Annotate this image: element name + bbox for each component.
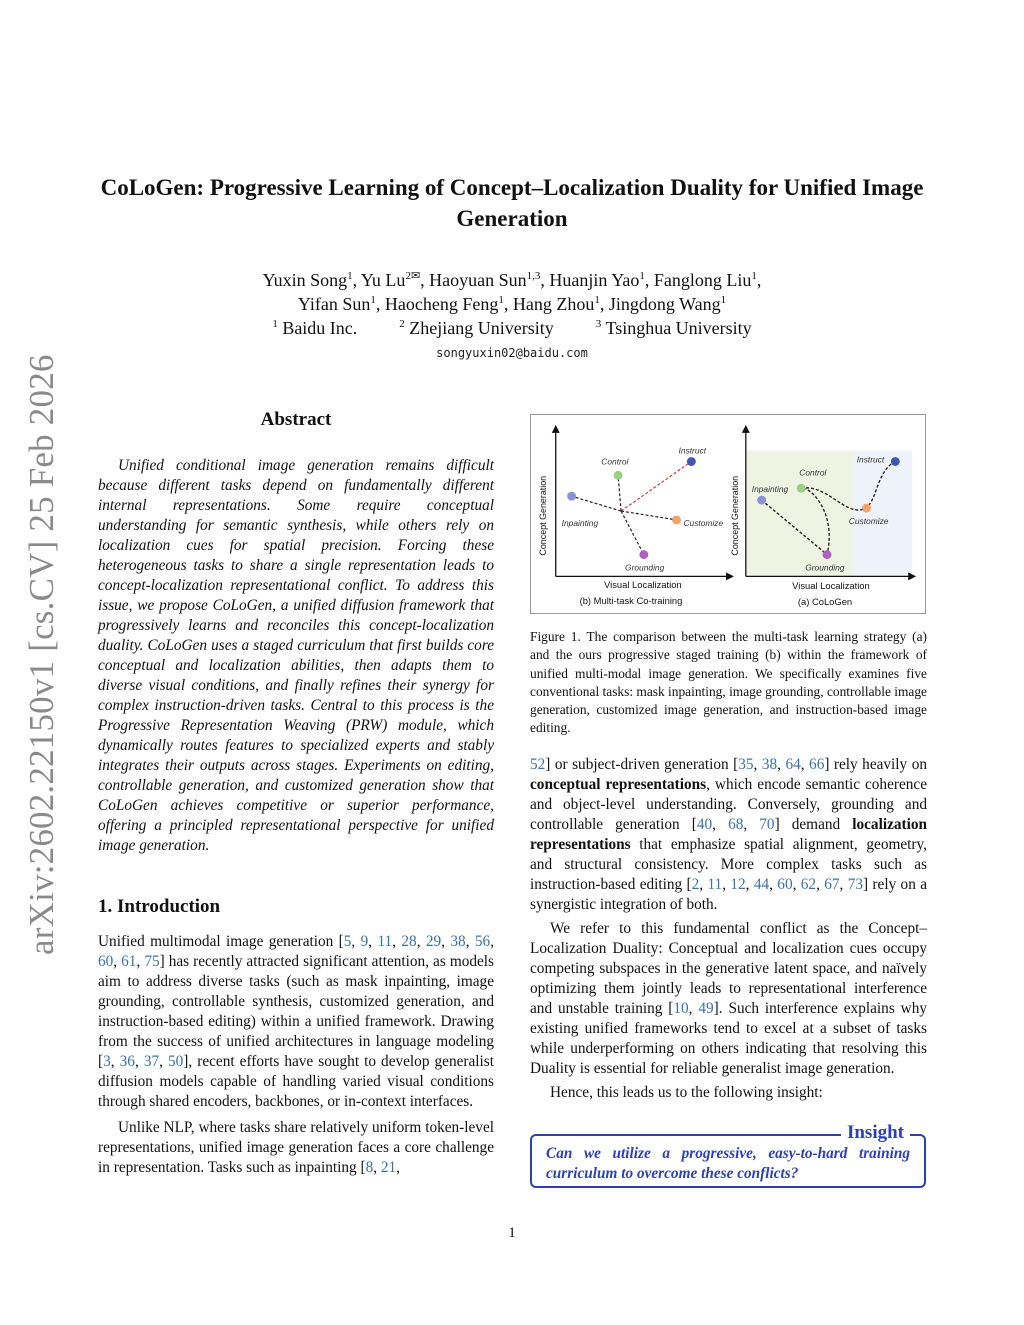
intro-heading: 1. Introduction <box>98 896 221 917</box>
citation-link[interactable]: 3 <box>103 1053 111 1070</box>
right-bg-stage-2 <box>853 451 912 577</box>
author-block <box>100 268 924 340</box>
insight-label: Insight <box>841 1122 910 1144</box>
citation-link[interactable]: 64 <box>785 756 801 773</box>
citation-link[interactable]: 36 <box>119 1053 135 1070</box>
left-label-inpainting: Inpainting <box>561 517 599 528</box>
right-point-grounding <box>823 550 832 559</box>
citation-link[interactable]: 35 <box>738 756 754 773</box>
citation-link[interactable]: 37 <box>143 1053 160 1070</box>
citation-link[interactable]: 60 <box>777 876 793 893</box>
right-label-inpainting: Inpainting <box>751 484 789 495</box>
right-x-label: Visual Localization <box>792 580 870 592</box>
citation-link[interactable]: 29 <box>425 933 442 950</box>
arxiv-side-label: arXiv:2602.22150v1 [cs.CV] 25 Feb 2026 <box>22 354 61 955</box>
author-email: songyuxin02@baidu.com <box>436 346 588 360</box>
left-label-instruct: Instruct <box>678 445 707 456</box>
citation-link[interactable]: 11 <box>707 876 723 893</box>
citation-link[interactable]: 2 <box>691 876 700 893</box>
citation-link[interactable]: 49 <box>698 1000 714 1017</box>
right-label-instruct: Instruct <box>856 454 885 465</box>
insight-question: Can we utilize a progressive, easy-to-hard training curriculum to overcome these conflicts? <box>546 1145 910 1182</box>
figure-1-diagram <box>531 415 925 613</box>
right-point-customize <box>862 504 871 513</box>
left-sub-label: (b) Multi-task Co-training <box>579 595 683 607</box>
citation-link[interactable]: 52 <box>530 756 546 773</box>
left-line-customize <box>621 511 676 520</box>
left-y-arrow <box>552 425 560 433</box>
intro-text: Unified multimodal image generation [5, 9, 11, 28, 29, 38, 56, 60, 61, 75] has recently attracted significant attention, as models aim to address diverse tasks (such as mask inpainting, image grounding, controllable synthesis, customized generation, and instruction-based editing) within a unified framework. Drawing from the success of unified architectures in language modeling [3, 36, 37, 50], recent efforts have sought to develop generalist diffusion models capable of handling varied visual conditions through shared encoders, backbones, or in-context interfaces. Unlike NLP, where tasks share relatively uniform token-level representations, unified image generation faces a core challenge in representation. Tasks such as inpainting [8, 21, <box>98 933 495 1176</box>
citation-link[interactable]: 40 <box>696 816 713 833</box>
paper-title: CoLoGen: Progressive Learning of Concept–Localization Duality for Unified Image Generation <box>100 175 924 231</box>
citation-link[interactable]: 5 <box>343 933 352 950</box>
citation-link[interactable]: 21 <box>380 1159 397 1176</box>
citation-link[interactable]: 67 <box>824 876 840 893</box>
citation-link[interactable]: 50 <box>167 1053 184 1070</box>
abstract-text: Unified conditional image generation remains difficult because different tasks depend on fundamentally different internal representations. Some require conceptual understanding for semantic synthesis, while others rely on localization cues for spatial precision. Forcing these heterogeneous tasks to share a single representation leads to concept-localization representational conflict. To address this issue, we propose CoLoGen, a unified diffusion framework that progressively learns and reconciles this concept-localization duality. CoLoGen uses a staged curriculum that first builds core conceptual and localization abilities, then adapts them to diverse visual conditions, and finally refines their synergy for complex instruction-driven tasks. Central to this process is the Progressive Representation Weaving (PRW) module, which dynamically routes features to specialized experts and stably integrates their outputs across stages. Experiments on editing, controllable generation, and customized generation show that CoLoGen achieves competitive or superior performance, offering a principled representational perspective for unified image generation. <box>98 457 494 854</box>
citation-link[interactable]: 38 <box>450 933 466 950</box>
left-x-arrow <box>726 572 734 580</box>
affiliations: $^1$ Baidu Inc. $^2$ Zhejiang University $^3$ Tsinghua University <box>272 318 752 338</box>
left-panel <box>538 425 734 606</box>
left-point-control <box>614 471 623 480</box>
right-sub-label: (a) CoLoGen <box>797 596 853 608</box>
right-point-inpainting <box>757 496 766 505</box>
right-label-control: Control <box>799 467 827 478</box>
left-label-customize: Customize <box>683 517 724 528</box>
left-label-control: Control <box>601 456 629 467</box>
citation-link[interactable]: 70 <box>759 816 775 833</box>
author-line-1: Yuxin Song$^1$, Yu $Lu^{2✉}$, Haoyuan Sun$^{1,3}$, Huanjin Yao$^1$, Fanglong Liu$^1$, <box>262 270 762 290</box>
right-panel <box>730 425 916 607</box>
abstract-heading: Abstract <box>260 409 332 430</box>
figure-1-caption: Figure 1. The comparison between the multi-task learning strategy (a) and the ours progressive staged training (b) within the framework of unified multi-modal image generation. We specifically examines five conventional tasks: mask inpainting, image grounding, controllable image generation, customized image generation, and instruction-based image editing. <box>530 629 927 736</box>
citation-link[interactable]: 9 <box>360 933 369 950</box>
citation-link[interactable]: 10 <box>673 1000 689 1017</box>
left-line-control <box>618 475 621 511</box>
right-point-control <box>797 484 806 493</box>
right-column-text: 52] or subject-driven generation [35, 38, 64, 66] rely heavily on conceptual representations, which encode semantic coherence and object-level understanding. Conversely, grounding and controllable generation [40, 68, 70] demand localization representations that emphasize spatial alignment, geometry, and structural consistency. More complex tasks such as instruction-based editing [2, 11, 12, 44, 60, 62, 67, 73] rely on a synergistic integration of both. We refer to this fundamental conflict as the Concept–Localization Duality: Conceptual and localization cues occupy competing subspaces in the generative latent space, and naïvely optimizing them jointly leads to representational interference and unstable training [10, 49]. Such interference explains why existing unified frameworks tend to excel at a subset of tasks while underperforming on others indicating that resolving this Duality is essential for reliable generalist image generation. Hence, this leads us to the following insight: <box>530 756 928 1101</box>
citation-link[interactable]: 12 <box>730 876 746 893</box>
citation-link[interactable]: 44 <box>753 876 770 893</box>
citation-link[interactable]: 73 <box>847 876 863 893</box>
left-line-instruct <box>621 462 691 512</box>
left-x-label: Visual Localization <box>604 579 682 591</box>
author-line-2: Yifan Sun$^1$, Haocheng Feng$^1$, Hang Zhou$^1$, Jingdong Wang$^1$ <box>297 294 727 314</box>
citation-link[interactable]: 68 <box>728 816 744 833</box>
insight-box <box>530 1122 926 1188</box>
figure-1 <box>530 414 926 614</box>
left-line-grounding <box>621 511 644 555</box>
left-point-instruct <box>687 457 696 466</box>
left-y-label: Concept Generation <box>537 475 548 556</box>
citation-link[interactable]: 75 <box>144 953 160 970</box>
citation-link[interactable]: 66 <box>809 756 825 773</box>
page-number: 1 <box>508 1225 516 1241</box>
citation-link[interactable]: 61 <box>121 953 137 970</box>
left-label-grounding: Grounding <box>625 562 665 573</box>
right-y-arrow <box>742 425 750 433</box>
left-point-grounding <box>639 550 648 559</box>
citation-link[interactable]: 62 <box>800 876 817 893</box>
right-label-customize: Customize <box>848 515 889 526</box>
citation-link[interactable]: 11 <box>377 933 393 950</box>
left-point-customize <box>672 515 681 524</box>
left-point-inpainting <box>567 492 576 501</box>
citation-link[interactable]: 56 <box>474 933 491 950</box>
right-label-grounding: Grounding <box>805 562 845 573</box>
citation-link[interactable]: 60 <box>98 953 114 970</box>
citation-link[interactable]: 38 <box>761 756 778 773</box>
right-point-instruct <box>891 457 900 466</box>
citation-link[interactable]: 8 <box>365 1159 374 1176</box>
right-y-label: Concept Generation <box>729 475 740 556</box>
left-line-inpainting <box>572 496 622 511</box>
citation-link[interactable]: 28 <box>401 933 417 950</box>
